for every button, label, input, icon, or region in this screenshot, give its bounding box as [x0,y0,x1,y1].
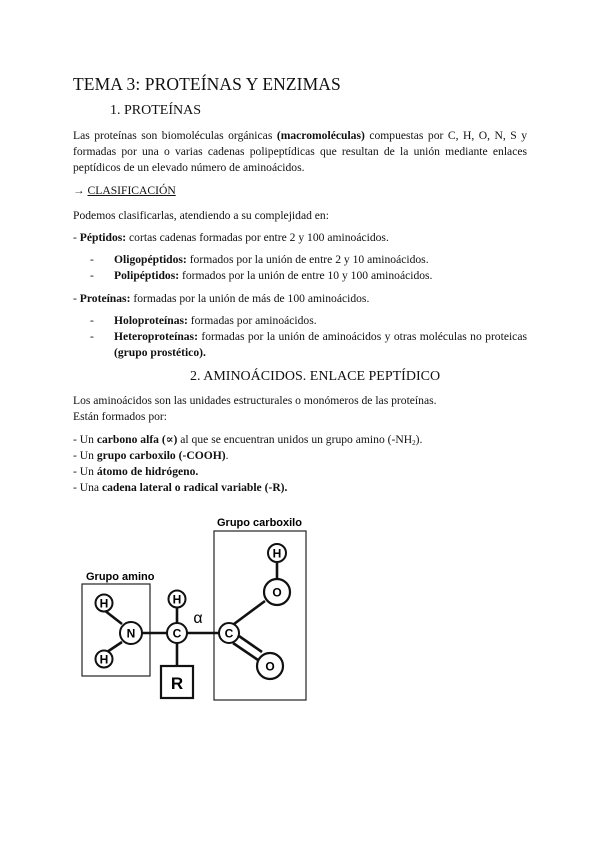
item2-c: . [225,449,229,462]
arrow-glyph: → [73,184,88,197]
item3-a: - Un [73,465,97,478]
component-carboxilo [73,448,229,464]
holo-dash: - [90,314,94,327]
classification-heading [73,183,176,199]
atom-o-carbonyl-label: O [265,659,275,674]
holo-text: formadas por aminoácidos. [187,314,317,327]
bond-c-oh [234,601,265,624]
hetero-body [114,329,527,361]
oligo-dash: - [90,253,94,266]
item1-c: al que se encuentran unidos un grupo amino (-NH [177,433,413,446]
hetero-text: formadas por la unión de aminoácidos y otras moléculas no proteicas [197,330,527,343]
item1-sub: 2 [412,439,416,447]
hetero-label: Heteroproteínas: [114,330,198,343]
poli-text: formados por la unión de entre 10 y 100 aminoácidos. [179,269,433,282]
carboxyl-group-label: Grupo carboxilo [217,517,302,529]
holoproteinas-item [90,313,317,329]
item2-a: - Un [73,449,97,462]
classification-title: CLASIFICACIÓN [87,184,176,197]
item4-b: cadena lateral o radical variable (-R). [101,481,288,494]
section2-line1: Los aminoácidos son las unidades estructurales o monómeros de las proteínas. [73,394,437,407]
atom-c-alpha-label: C [172,626,182,641]
component-cadena-lateral [73,480,287,496]
atom-h-amino-bottom-label: H [99,652,109,667]
poli-label: Polipéptidos: [114,269,180,282]
hetero-dash: - [90,330,94,343]
intro-text-c: compuestas por C, H, O, N, S y formadas por una o varias cadenas polipeptídicas que resultan de la unión mediante enlaces peptídicos de un elevado número de aminoácidos. [73,129,527,174]
item1-b: carbono alfa (∝) [96,433,178,446]
atoms [96,544,291,698]
peptidos-label: Péptidos: [79,231,127,244]
proteinas-label: Proteínas: [79,292,131,305]
atom-h-alpha-label: H [172,592,182,607]
oligo-label: Oligopéptidos: [114,253,187,266]
item3-b: átomo de hidrógeno. [96,465,199,478]
page-title: TEMA 3: PROTEÍNAS Y ENZIMAS [73,74,341,94]
section2-line2: Están formados por: [73,410,168,423]
item4-a: - Una [73,481,102,494]
heteroproteinas-item [90,329,527,361]
section2-heading: 2. AMINOÁCIDOS. ENLACE PEPTÍDICO [190,369,441,384]
item1-d: ). [415,433,423,446]
item1-a: - Un [73,433,97,446]
component-hidrogeno [73,464,198,480]
atom-r-label: R [170,674,184,693]
oligopeptidos-item [90,252,429,268]
amino-group-label: Grupo amino [86,571,155,583]
proteinas-dash: - [73,292,80,305]
intro-text-a: Las proteínas son biomoléculas orgánicas [73,129,277,142]
proteinas-item [73,291,369,307]
atom-c-carboxyl-label: C [224,626,234,641]
intro-text-b: (macromoléculas) [276,129,365,142]
atom-n-label: N [126,626,136,641]
alpha-symbol: α [193,610,203,627]
peptidos-dash: - [73,231,80,244]
holo-label: Holoproteínas: [114,314,188,327]
oligo-text: formados por la unión de entre 2 y 10 aminoácidos. [186,253,429,266]
polipeptidos-item [90,268,432,284]
item2-b: grupo carboxilo (-COOH) [96,449,226,462]
peptidos-item [73,230,389,246]
section1-heading: 1. PROTEÍNAS [110,103,202,118]
atom-o-hydroxyl-label: O [272,585,282,600]
amino-acid-diagram [0,500,600,720]
intro-paragraph [73,128,527,176]
peptidos-text: cortas cadenas formadas por entre 2 y 100 aminoácidos. [126,231,389,244]
classification-intro: Podemos clasificarlas, atendiendo a su complejidad en: [73,209,329,222]
hetero-bold: (grupo prostético). [114,346,206,359]
atom-h-amino-top-label: H [99,596,109,611]
proteinas-text: formadas por la unión de más de 100 aminoácidos. [130,292,370,305]
poli-dash: - [90,269,94,282]
atom-h-hydroxyl-label: H [272,546,282,561]
